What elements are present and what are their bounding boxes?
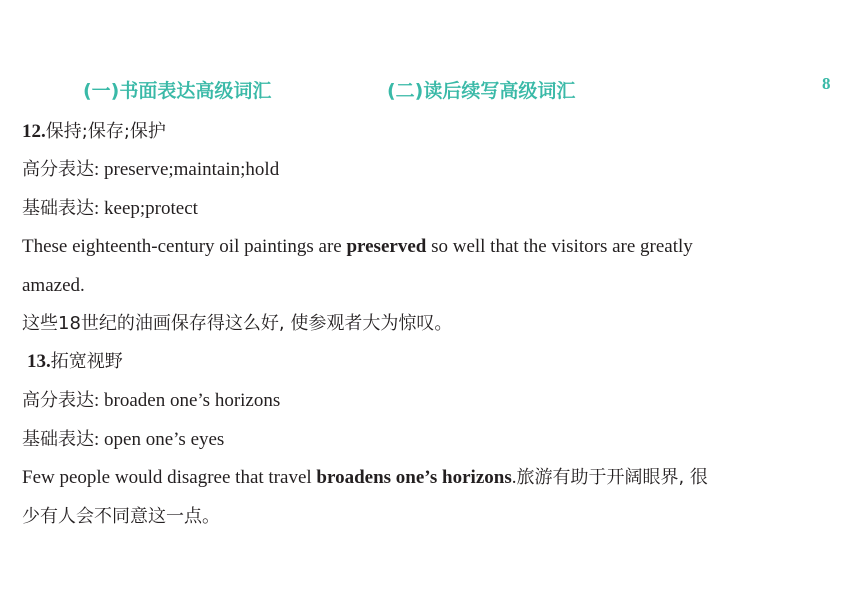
basic-value: : keep;protect [94,198,198,219]
tab-written-expression-vocabulary[interactable]: (一)书面表达高级词汇 [83,80,272,102]
advanced-label: 高分表达 [22,159,94,180]
entry-title: 拓宽视野 [50,351,123,372]
entry-12-example [22,235,693,259]
example-translation-cont: 少有人会不同意这一点。 [22,506,220,527]
advanced-value: : broaden one’s horizons [94,390,281,411]
entry-12-translation [22,312,452,336]
translation-text: 这些18世纪的油画保存得这么好, 使参观者大为惊叹。 [22,313,453,334]
entry-12-example-line2 [22,274,85,298]
advanced-value: : preserve;maintain;hold [94,159,280,180]
entry-12-advanced [22,158,279,182]
page-number: 8 [822,74,831,93]
entry-title: 保持;保存;保护 [45,121,166,142]
example-keyword: broadens one’s horizons [316,467,512,488]
example-text-rest: . [511,467,517,488]
tab-continuation-writing-vocabulary[interactable]: (二)读后续写高级词汇 [387,80,576,102]
basic-label: 基础表达 [22,429,94,450]
example-text-rest: so well that the visitors are greatly [426,236,693,257]
entry-13-example-line2 [22,505,220,529]
example-text: These eighteenth-century oil paintings are [22,236,347,257]
example-text: Few people would disagree that travel [22,467,317,488]
example-keyword: preserved [346,236,427,257]
example-text-cont: amazed. [22,275,85,296]
entry-12-heading [22,120,166,144]
basic-value: : open one’s eyes [94,429,225,450]
entry-13-example [22,466,708,490]
example-translation: 旅游有助于开阔眼界, 很 [516,467,708,488]
basic-label: 基础表达 [22,198,94,219]
entry-13-heading [27,350,123,374]
advanced-label: 高分表达 [22,390,94,411]
entry-13-basic [22,428,224,452]
entry-number: 13. [27,351,51,372]
entry-number: 12. [22,121,46,142]
entry-13-advanced [22,389,280,413]
entry-12-basic [22,197,198,221]
